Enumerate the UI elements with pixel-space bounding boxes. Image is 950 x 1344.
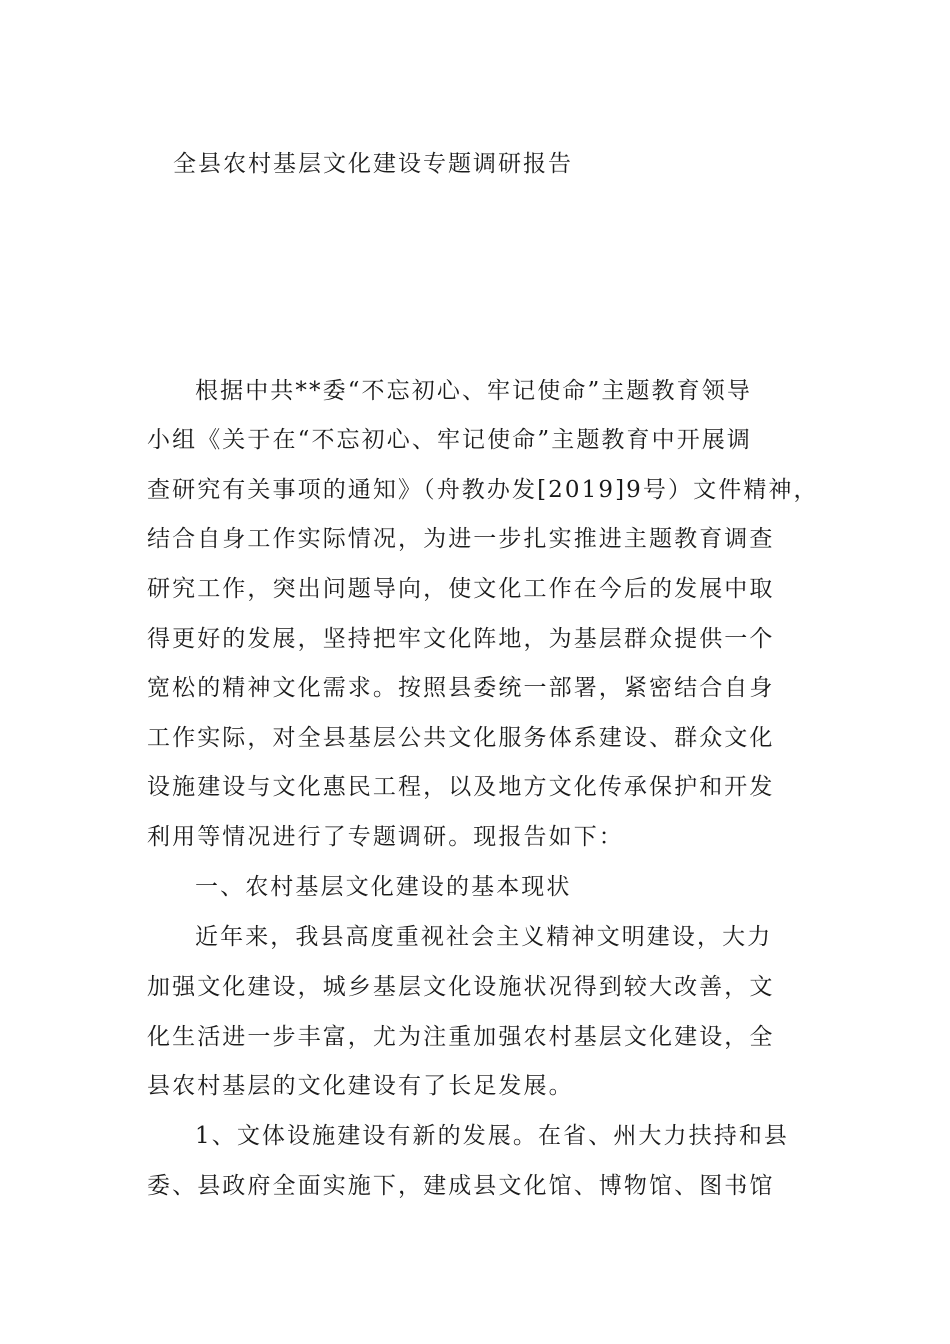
paragraph-line: 化生活进一步丰富，尤为注重加强农村基层文化建设，全 (147, 1024, 775, 1050)
paragraph-line: 查研究有关事项的通知》（舟教办发[2019]9号）文件精神， (147, 477, 819, 503)
paragraph-line: 得更好的发展，坚持把牢文化阵地，为基层群众提供一个 (147, 626, 775, 652)
paragraph-line: 研究工作，突出问题导向，使文化工作在今后的发展中取 (147, 576, 775, 602)
paragraph-line: 县农村基层的文化建设有了长足发展。 (147, 1073, 574, 1099)
section-heading: 一、农村基层文化建设的基本现状 (195, 874, 572, 900)
paragraph-line: 委、县政府全面实施下，建成县文化馆、博物馆、图书馆 (147, 1173, 775, 1199)
paragraph-line: 1、文体设施建设有新的发展。在省、州大力扶持和县 (195, 1123, 790, 1149)
paragraph-line: 设施建设与文化惠民工程，以及地方文化传承保护和开发 (147, 774, 775, 800)
paragraph-line: 利用等情况进行了专题调研。现报告如下： (147, 824, 624, 850)
paragraph-line: 近年来，我县高度重视社会主义精神文明建设，大力 (195, 924, 773, 950)
paragraph-line: 工作实际，对全县基层公共文化服务体系建设、群众文化 (147, 725, 775, 751)
paragraph-line: 结合自身工作实际情况，为进一步扎实推进主题教育调查 (147, 526, 775, 552)
paragraph-line: 宽松的精神文化需求。按照县委统一部署，紧密结合自身 (147, 675, 775, 701)
paragraph-line: 根据中共**委“不忘初心、牢记使命”主题教育领导 (195, 378, 752, 404)
paragraph-line: 加强文化建设，城乡基层文化设施状况得到较大改善，文 (147, 974, 775, 1000)
document-title: 全县农村基层文化建设专题调研报告 (173, 151, 573, 177)
paragraph-line: 小组《关于在“不忘初心、牢记使命”主题教育中开展调 (147, 427, 753, 453)
